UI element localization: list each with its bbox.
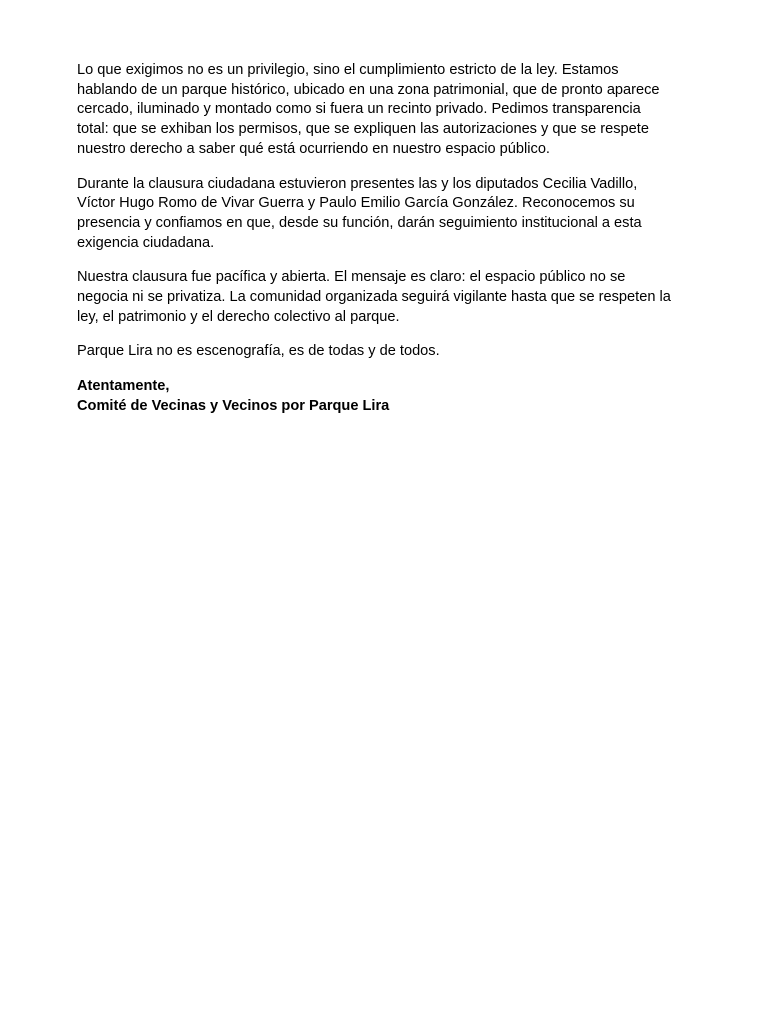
signature-organization: Comité de Vecinas y Vecinos por Parque Lira bbox=[77, 397, 390, 414]
signature-block bbox=[77, 377, 682, 416]
paragraph-peaceful-closure: Nuestra clausura fue pacífica y abierta. El mensaje es claro: el espacio público no se negocia ni se privatiza. La comunidad organizada seguirá vigilante hasta que se respeten la ley, el patrimonio y el derecho colectivo al parque. bbox=[77, 269, 671, 325]
paragraph-parque-lira-statement: Parque Lira no es escenografía, es de todas y de todos. bbox=[77, 343, 440, 360]
paragraph-demands: Lo que exigimos no es un privilegio, sino el cumplimiento estricto de la ley. Estamos hablando de un parque histórico, ubicado en una zona patrimonial, que de pronto aparece cercado, iluminado y montado como si fuera un recinto privado. Pedimos transparencia total: que se exhiban los permisos, que se expliquen las autorizaciones y que se respete nuestro derecho a saber qué está ocurriendo en nuestro espacio público. bbox=[77, 62, 660, 157]
signature-closing: Atentamente, bbox=[77, 378, 170, 395]
paragraph-deputies-present: Durante la clausura ciudadana estuvieron presentes las y los diputados Cecilia Vadillo, Víctor Hugo Romo de Vivar Guerra y Paulo Emilio García González. Reconocemos su presencia y confiamos en que, desde su función, darán seguimiento institucional a esta exigencia ciudadana. bbox=[77, 175, 642, 251]
